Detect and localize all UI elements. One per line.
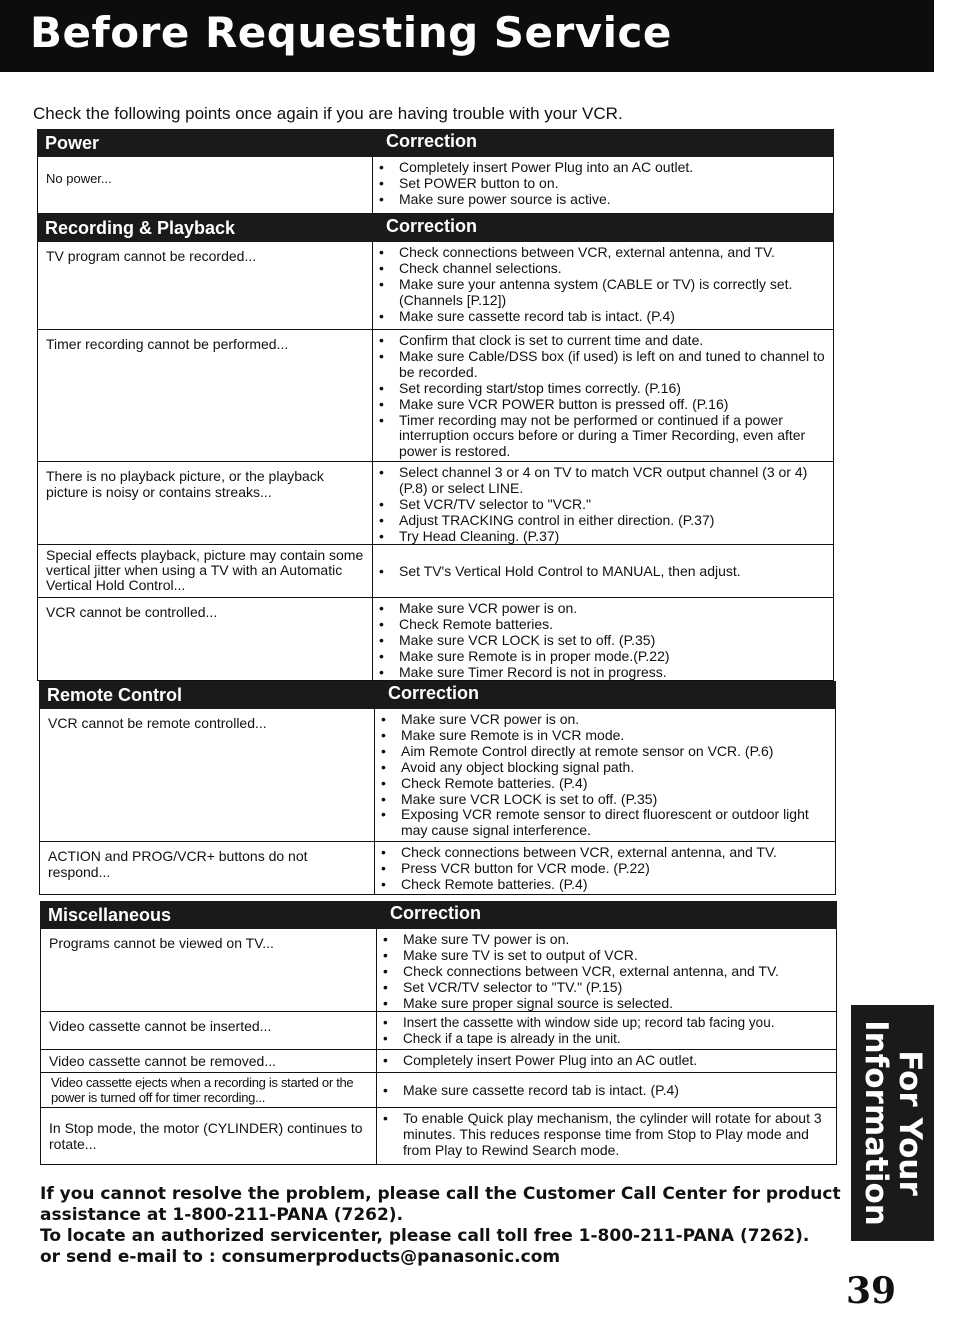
table-row — [40, 1073, 837, 1108]
table-row — [40, 1050, 837, 1073]
list-item: • Make sure Timer Record is not in progress. — [379, 665, 829, 681]
list-item: • Make sure VCR power is on. — [379, 601, 829, 617]
correction-cell — [375, 842, 835, 894]
list-item: • Check connections between VCR, external antenna, and TV. — [379, 245, 829, 261]
table-row — [37, 242, 834, 330]
section-header-recording-playback — [37, 214, 834, 242]
correction-list — [383, 932, 832, 1012]
table-row — [39, 709, 836, 842]
correction-list — [379, 160, 829, 208]
side-tab-line-2: Information — [857, 1020, 894, 1226]
list-item: • Make sure VCR LOCK is set to off. (P.35) — [381, 792, 831, 808]
list-item: • Make sure cassette record tab is intact. (P.4) — [383, 1083, 679, 1099]
section-heading: Recording & Playback — [45, 218, 236, 238]
page-number: 39 — [846, 1270, 897, 1312]
page-title: Before Requesting Service — [30, 8, 672, 57]
list-item: • Set recording start/stop times correctly. (P.16) — [379, 381, 829, 397]
list-item: • Confirm that clock is set to current time and date. — [379, 333, 829, 349]
list-item: • Completely insert Power Plug into an AC outlet. — [379, 160, 829, 176]
footer-line: or send e-mail to : consumerproducts@panasonic.com — [40, 1247, 561, 1267]
list-item: • Completely insert Power Plug into an AC outlet. — [383, 1053, 832, 1069]
correction-list — [383, 1015, 832, 1047]
problem-cell: ACTION and PROG/VCR+ buttons do not respond... — [40, 842, 375, 894]
correction-cell — [377, 1108, 836, 1164]
side-tab-label — [859, 1020, 927, 1226]
section-heading: Power — [45, 133, 100, 153]
footer-line: If you cannot resolve the problem, please call the Customer Call Center for product assistance at 1-800-211-PANA (7262). — [40, 1184, 841, 1225]
list-item: • Check Remote batteries. (P.4) — [381, 877, 831, 893]
list-item: • Make sure VCR POWER button is pressed off. (P.16) — [379, 397, 829, 413]
list-item: • Make sure VCR power is on. — [381, 712, 831, 728]
list-item: • Check if a tape is already in the unit. — [383, 1031, 832, 1047]
list-item: • Make sure your antenna system (CABLE or TV) is correctly set. (Channels [P.12]) — [379, 277, 829, 309]
list-item: • Adjust TRACKING control in either direction. (P.37) — [379, 513, 829, 529]
correction-cell — [373, 598, 833, 680]
problem-cell: Video cassette ejects when a recording is started or the power is turned off for timer recording... — [41, 1073, 377, 1107]
problem-cell: There is no playback picture, or the playback picture is noisy or contains streaks... — [38, 462, 373, 544]
correction-cell — [373, 462, 833, 544]
problem-cell: Special effects playback, picture may contain some vertical jitter when using a TV with an Automatic Vertical Hold Control... — [38, 545, 373, 597]
correction-heading: Correction — [386, 216, 478, 236]
list-item: • Try Head Cleaning. (P.37) — [379, 529, 829, 545]
correction-cell — [375, 709, 835, 841]
correction-cell — [377, 1073, 836, 1107]
intro-text: Check the following points once again if you are having trouble with your VCR. — [33, 104, 623, 123]
section-heading: Remote Control — [47, 685, 182, 705]
problem-cell: Video cassette cannot be removed... — [41, 1050, 377, 1072]
correction-heading: Correction — [390, 903, 482, 923]
list-item: • Select channel 3 or 4 on TV to match VCR output channel (3 or 4) (P.8) or select LINE. — [379, 465, 829, 497]
list-item: • Make sure VCR LOCK is set to off. (P.35) — [379, 633, 829, 649]
problem-cell: Programs cannot be viewed on TV... — [41, 929, 377, 1011]
side-tab — [851, 1005, 934, 1241]
list-item: • Set TV's Vertical Hold Control to MANUAL, then adjust. — [379, 564, 741, 580]
problem-cell: Video cassette cannot be inserted... — [41, 1012, 377, 1049]
correction-cell — [377, 1012, 836, 1049]
list-item: • Make sure Remote is in proper mode.(P.22) — [379, 649, 829, 665]
correction-list — [383, 1083, 679, 1099]
correction-heading: Correction — [388, 683, 480, 703]
table-row — [40, 1108, 837, 1165]
list-item: • Make sure power source is active. — [379, 192, 829, 208]
footer-line: To locate an authorized servicenter, please call toll free 1-800-211-PANA (7262). — [40, 1226, 810, 1246]
list-item: • Set VCR/TV selector to "TV." (P.15) — [383, 980, 832, 996]
correction-cell — [373, 242, 833, 329]
correction-cell — [373, 157, 833, 213]
section-header-miscellaneous — [40, 901, 837, 929]
correction-cell — [373, 545, 833, 597]
table-row — [37, 462, 834, 545]
problem-cell: TV program cannot be recorded... — [38, 242, 373, 329]
table-row — [40, 929, 837, 1012]
list-item: • Make sure proper signal source is selected. — [383, 996, 832, 1012]
correction-cell — [377, 929, 836, 1011]
list-item: • Check connections between VCR, external antenna, and TV. — [383, 964, 832, 980]
correction-list — [379, 245, 829, 325]
problem-cell: No power... — [38, 157, 373, 213]
correction-list — [379, 465, 829, 545]
list-item: • Aim Remote Control directly at remote sensor on VCR. (P.6) — [381, 744, 831, 760]
correction-cell — [373, 330, 833, 461]
problem-cell: Timer recording cannot be performed... — [38, 330, 373, 461]
list-item: • Set VCR/TV selector to "VCR." — [379, 497, 829, 513]
section-header-power — [37, 129, 834, 157]
list-item: • Make sure TV is set to output of VCR. — [383, 948, 832, 964]
table-row — [37, 157, 834, 214]
list-item: • Exposing VCR remote sensor to direct fluorescent or outdoor light may cause signal interference. — [381, 807, 831, 839]
correction-cell — [377, 1050, 836, 1072]
table-row — [37, 545, 834, 598]
correction-list — [379, 601, 829, 681]
list-item: • Insert the cassette with window side up; record tab facing you. — [383, 1015, 832, 1031]
correction-heading: Correction — [386, 131, 478, 151]
list-item: • Check channel selections. — [379, 261, 829, 277]
list-item: • To enable Quick play mechanism, the cylinder will rotate for about 3 minutes. This reduces response time from Stop to Play mode and from Play to Rewind Search mode. — [383, 1111, 832, 1159]
list-item: • Check Remote batteries. — [379, 617, 829, 633]
list-item: • Timer recording may not be performed or continued if a power interruption occurs before or during a Timer Recording, even after power is restored. — [379, 413, 829, 461]
problem-cell: In Stop mode, the motor (CYLINDER) continues to rotate... — [41, 1108, 377, 1164]
list-item: • Check connections between VCR, external antenna, and TV. — [381, 845, 831, 861]
correction-list — [383, 1053, 832, 1069]
section-heading: Miscellaneous — [48, 905, 172, 925]
correction-list — [381, 712, 831, 839]
correction-list — [383, 1111, 832, 1159]
correction-list — [379, 564, 741, 580]
correction-list — [379, 333, 829, 460]
table-row — [37, 598, 834, 681]
list-item: • Make sure Remote is in VCR mode. — [381, 728, 831, 744]
correction-list — [381, 845, 831, 893]
table-row — [37, 330, 834, 462]
table-row — [39, 842, 836, 895]
problem-cell: VCR cannot be remote controlled... — [40, 709, 375, 841]
table-row — [40, 1012, 837, 1050]
section-header-remote-control — [39, 681, 836, 709]
title-bar — [0, 0, 934, 72]
list-item: • Make sure TV power is on. — [383, 932, 832, 948]
problem-cell: VCR cannot be controlled... — [38, 598, 373, 680]
list-item: • Avoid any object blocking signal path. — [381, 760, 831, 776]
list-item: • Check Remote batteries. (P.4) — [381, 776, 831, 792]
footer-notice — [40, 1184, 850, 1268]
list-item: • Press VCR button for VCR mode. (P.22) — [381, 861, 831, 877]
list-item: • Make sure cassette record tab is intact. (P.4) — [379, 309, 829, 325]
list-item: • Make sure Cable/DSS box (if used) is left on and tuned to channel to be recorded. — [379, 349, 829, 381]
side-tab-line-1: For Your — [891, 1050, 928, 1196]
list-item: • Set POWER button to on. — [379, 176, 829, 192]
